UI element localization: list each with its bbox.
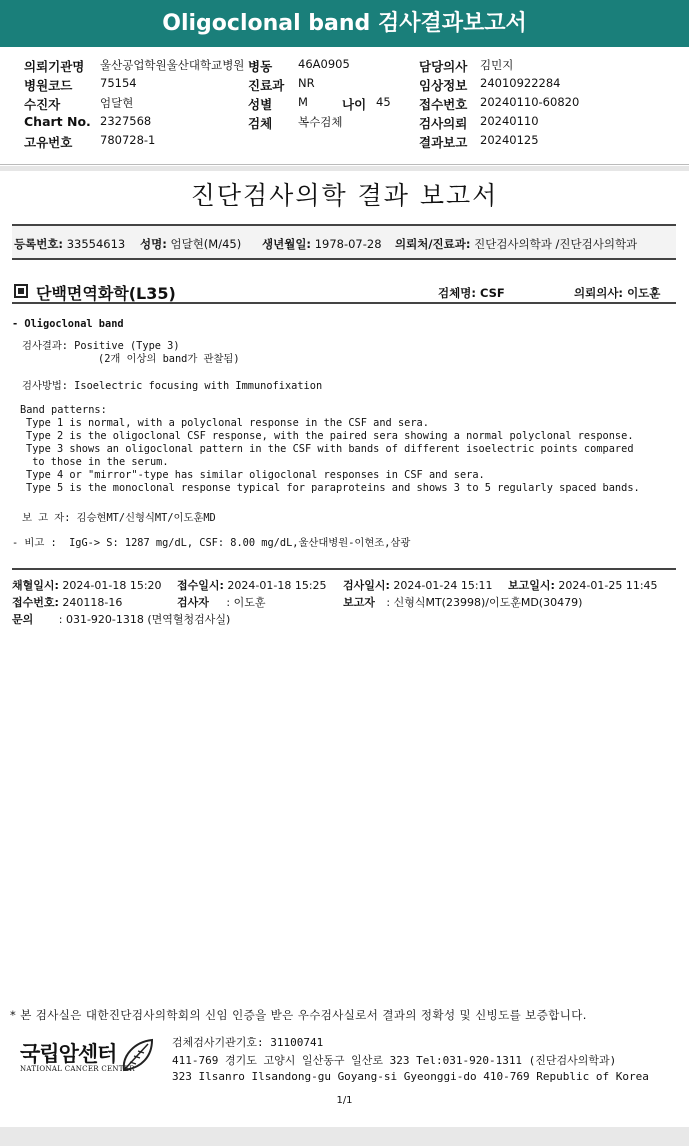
patient-summary-bar — [12, 224, 676, 260]
report-title: 진단검사의학 결과 보고서 — [190, 181, 499, 210]
value-age: 45 — [376, 95, 391, 109]
inquiry-value: : 031-920-1318 (면역혈청검사실) — [58, 613, 231, 626]
value-result-report: 20240125 — [480, 133, 539, 147]
inquiry-label: 문의 — [12, 613, 34, 626]
specimen-name — [438, 285, 505, 301]
remark-line: - 비고 : IgG-> S: 1287 mg/dL, CSF: 8.00 mg/dL,울산대병원-이현조,삼광 — [12, 537, 411, 549]
value-test-request: 20240110 — [480, 114, 539, 128]
dept-label: 의뢰처/진료과: — [395, 237, 471, 251]
value-sex: M — [298, 95, 308, 109]
label-ward: 병동 — [248, 59, 273, 74]
reporter-value: : 신형식MT(23998)/이도훈MD(30479) — [386, 596, 583, 609]
header-row-2 — [0, 76, 689, 95]
test-time — [343, 577, 493, 593]
specimen-name-value: CSF — [479, 286, 505, 300]
page-number: 1/1 — [336, 1095, 353, 1106]
name-label: 성명: — [140, 237, 167, 251]
dob-value: 1978-07-28 — [314, 237, 382, 251]
label-specimen: 검체 — [248, 116, 273, 131]
test-time-label: 검사일시: — [343, 579, 390, 592]
value-department: NR — [298, 76, 315, 90]
label-clinical-info: 임상정보 — [419, 78, 468, 93]
label-test-request: 검사의뢰 — [419, 116, 468, 131]
report-window-title: Oligoclonal band 검사결과보고서 — [0, 0, 689, 47]
pattern-line: Type 3 shows an oligoclonal pattern in the CSF with bands of different isoelectric points compared — [26, 443, 634, 455]
label-age: 나이 — [342, 97, 367, 112]
header-info-grid — [0, 47, 689, 165]
collect-time — [12, 577, 162, 593]
value-requesting-institution: 울산공업학원울산대학교병원 — [100, 58, 245, 72]
header-divider — [0, 166, 689, 171]
receipt-no — [12, 594, 122, 610]
result-note: (2개 이상의 band가 관찰됨) — [98, 353, 240, 365]
header-row-5 — [0, 133, 689, 152]
value-clinical-info: 24010922284 — [480, 76, 561, 90]
patient-dept — [395, 236, 637, 252]
value-hospital-code: 75154 — [100, 76, 137, 90]
test-name: - Oligoclonal band — [12, 318, 124, 330]
requesting-doctor — [574, 285, 660, 301]
reporter-line: 보 고 자: 김승현MT/신형식MT/이도훈MD — [22, 512, 216, 524]
specimen-name-label: 검체명: — [438, 286, 476, 300]
pattern-line: to those in the serum. — [26, 456, 169, 468]
tester-label: 검사자 — [177, 596, 209, 609]
patient-reg — [14, 236, 125, 252]
receive-time — [177, 577, 327, 593]
method-line: 검사방법: Isoelectric focusing with Immunofixation — [22, 380, 323, 392]
header-row-3 — [0, 95, 689, 114]
label-chart-no: Chart No. — [24, 114, 91, 129]
time-info-block — [12, 568, 676, 626]
report-time — [508, 577, 658, 593]
pattern-line: Type 5 is the monoclonal response typical for paraproteins and shows 3 to 5 regularly spaced bands. — [26, 482, 640, 494]
inquiry — [12, 611, 230, 627]
label-attending-doctor: 담당의사 — [419, 59, 468, 74]
value-patient-name: 엄달현 — [100, 96, 134, 110]
collect-time-label: 채혈일시: — [12, 579, 59, 592]
reporter — [343, 594, 582, 610]
reporter-label: 보고자 — [343, 596, 375, 609]
dept-value: 진단검사의학과 /진단검사의학과 — [474, 237, 638, 251]
pattern-line: Type 4 or "mirror"-type has similar oligoclonal responses in CSF and sera. — [26, 469, 485, 481]
patterns-title: Band patterns: — [20, 404, 107, 416]
label-hospital-code: 병원코드 — [24, 78, 73, 93]
patient-dob — [262, 236, 382, 252]
receipt-no-label: 접수번호: — [12, 596, 59, 609]
test-time-value: 2024-01-24 15:11 — [393, 579, 493, 592]
tester — [177, 594, 265, 610]
pattern-line: Type 2 is the oligoclonal CSF response, with the paired sera showing a normal polyclonal response. — [26, 430, 634, 442]
label-result-report: 결과보고 — [419, 135, 468, 150]
bottom-bar — [0, 1127, 689, 1146]
report-time-label: 보고일시: — [508, 579, 555, 592]
value-specimen: 복수검체 — [298, 115, 343, 129]
name-value: 엄달현(M/45) — [170, 237, 242, 251]
logo-korean: 국립암센터 — [20, 1042, 117, 1066]
label-unique-id: 고유번호 — [24, 135, 73, 150]
patient-name — [140, 236, 241, 252]
reg-value: 33554613 — [66, 237, 126, 251]
value-receipt-number: 20240110-60820 — [480, 95, 580, 109]
receipt-no-value: 240118-16 — [62, 596, 123, 609]
requesting-doctor-value: 이도훈 — [627, 286, 661, 300]
header-row-1 — [0, 57, 689, 76]
leaf-icon — [118, 1038, 156, 1074]
label-patient-name: 수진자 — [24, 97, 61, 112]
result-line: 검사결과: Positive (Type 3) — [22, 340, 180, 352]
requesting-doctor-label: 의뢰의사: — [574, 286, 624, 300]
address-korean: 411-769 경기도 고양시 일산동구 일산로 323 Tel:031-920-1311 (진단검사의학과) — [172, 1054, 617, 1067]
value-ward: 46A0905 — [298, 57, 350, 71]
reg-label: 등록번호: — [14, 237, 64, 251]
value-chart-no: 2327568 — [100, 114, 152, 128]
collect-time-value: 2024-01-18 15:20 — [62, 579, 162, 592]
tester-value: : 이도훈 — [226, 596, 266, 609]
label-sex: 성별 — [248, 97, 273, 112]
pattern-line: Type 1 is normal, with a polyclonal response in the CSF and sera. — [26, 417, 429, 429]
address-english: 323 Ilsanro Ilsandong-gu Goyang-si Gyeonggi-do 410-769 Republic of Korea — [172, 1070, 649, 1083]
national-cancer-center-logo — [20, 1038, 160, 1080]
header-row-4 — [0, 114, 689, 133]
receive-time-value: 2024-01-18 15:25 — [227, 579, 327, 592]
section-title: 단백면역화학(L35) — [36, 284, 176, 303]
section-header — [12, 282, 676, 304]
receive-time-label: 접수일시: — [177, 579, 224, 592]
certification-note: * 본 검사실은 대한진단검사의학회의 신임 인증을 받은 우수검사실로서 결과의 정확성 및 신빙도를 보증합니다. — [10, 1008, 587, 1022]
value-unique-id: 780728-1 — [100, 133, 156, 147]
label-receipt-number: 접수번호 — [419, 97, 468, 112]
report-time-value: 2024-01-25 11:45 — [558, 579, 658, 592]
label-department: 진료과 — [248, 78, 285, 93]
section-square-icon — [14, 284, 28, 298]
dob-label: 생년월일: — [262, 237, 312, 251]
logo-english: NATIONAL CANCER CENTER — [20, 1065, 135, 1073]
value-attending-doctor: 김민지 — [480, 58, 514, 72]
label-requesting-institution: 의뢰기관명 — [24, 59, 85, 74]
institution-code: 검체검사기관기호: 31100741 — [172, 1036, 324, 1049]
